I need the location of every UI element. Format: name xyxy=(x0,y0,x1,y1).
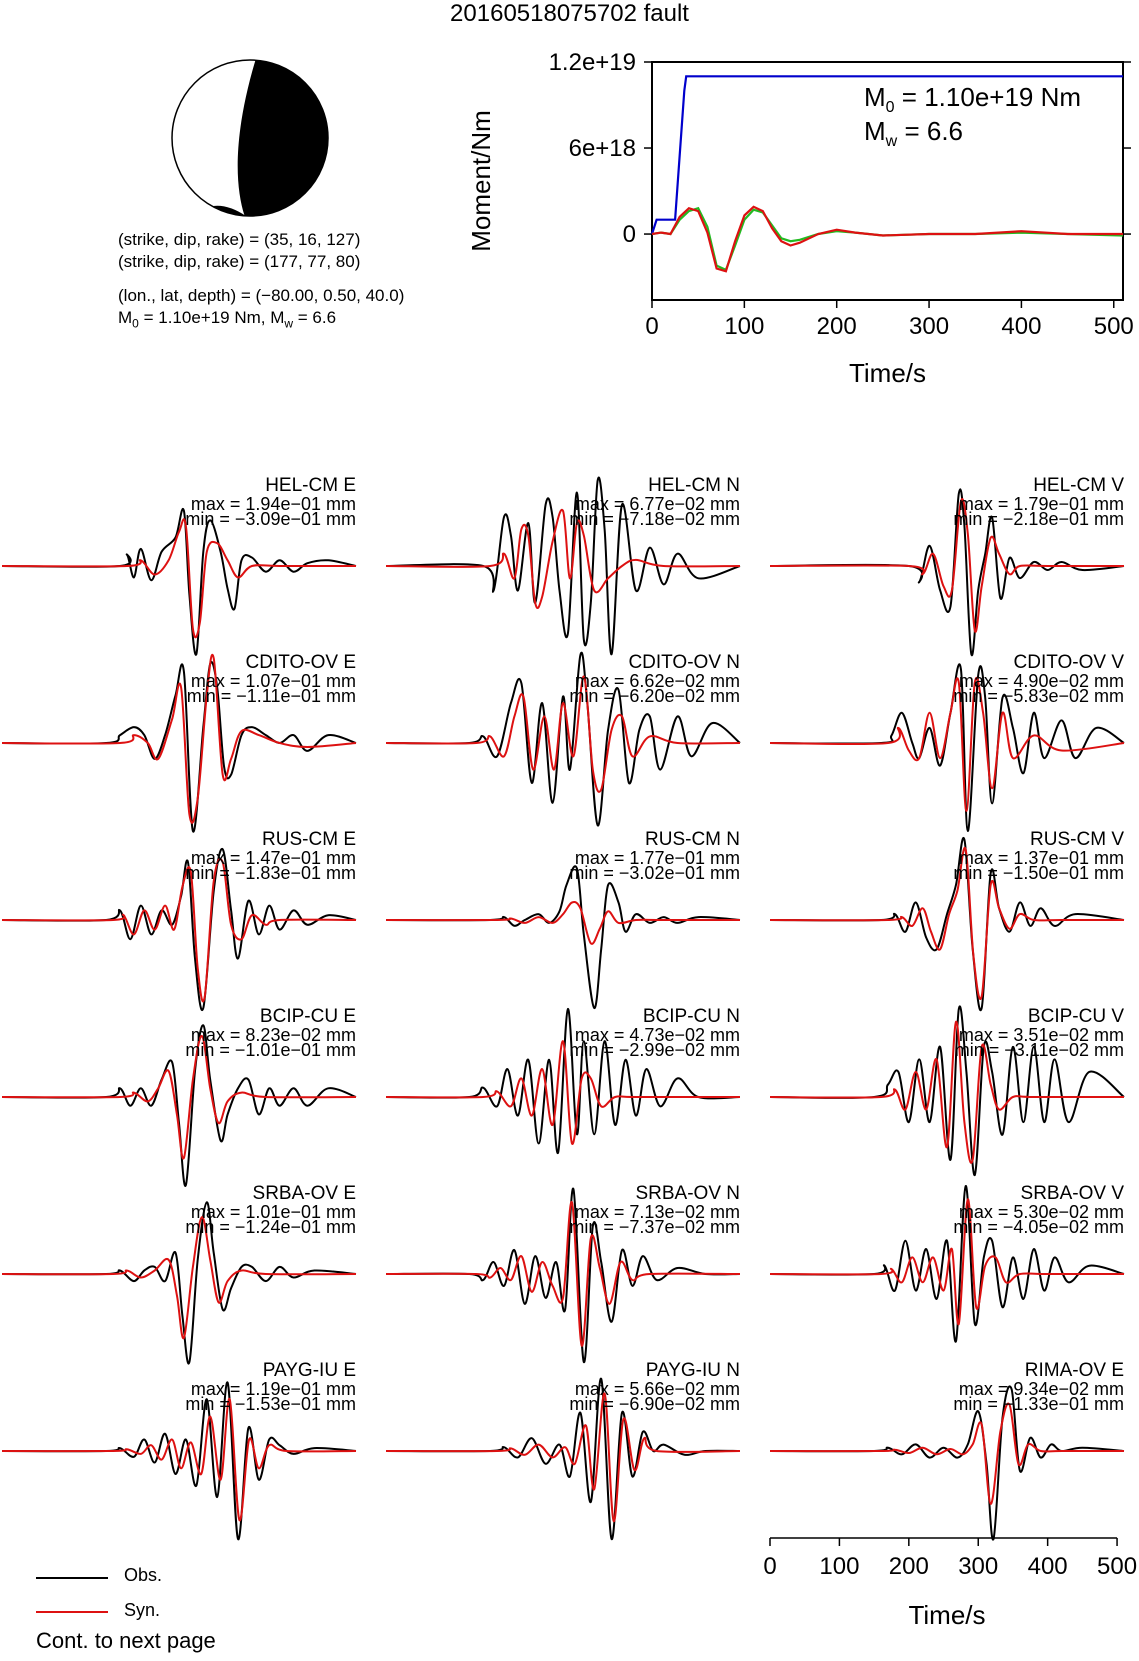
x-axis-label: Time/s xyxy=(848,358,927,388)
trace-min: min = −3.02e−01 mm xyxy=(569,863,740,883)
annot-mw-prefix: M xyxy=(864,116,886,146)
trace-max: max = 5.66e−02 mm xyxy=(574,1379,740,1399)
trace-min: min = −3.11e−02 mm xyxy=(954,1040,1124,1060)
moment-m-sub: 0 xyxy=(132,316,139,331)
station-name: SRBA-OV V xyxy=(1020,1183,1124,1204)
x-tick-label: 200 xyxy=(816,313,857,340)
station-name: CDITO-OV V xyxy=(1013,652,1124,673)
trace-min: min = −1.11e−01 mm xyxy=(186,686,356,706)
trace-max: max = 1.47e−01 mm xyxy=(190,848,356,868)
time-axis-label: Time/s xyxy=(908,1600,986,1630)
synthetic-trace xyxy=(386,902,740,944)
trace-max: max = 3.51e−02 mm xyxy=(958,1025,1124,1045)
page-title: 20160518075702 fault xyxy=(450,0,689,27)
trace-label xyxy=(2,652,356,706)
trace-label xyxy=(2,475,356,529)
trace-min: min = −5.83e−02 mm xyxy=(953,686,1124,706)
trace-label xyxy=(2,1360,356,1414)
x-tick-label: 500 xyxy=(1093,313,1134,340)
station-name: SRBA-OV E xyxy=(252,1183,356,1204)
trace-min: min = −1.01e−01 mm xyxy=(185,1040,356,1060)
station-name: HEL-CM N xyxy=(648,475,740,496)
trace-min: min = −1.83e−01 mm xyxy=(185,863,356,883)
time-axis-tick-label: 400 xyxy=(1027,1553,1068,1580)
station-name: PAYG-IU N xyxy=(645,1360,740,1381)
y-tick-label: 6e+18 xyxy=(568,135,636,163)
station-name: SRBA-OV N xyxy=(635,1183,740,1204)
trace-min: min = −3.09e−01 mm xyxy=(185,509,356,529)
station-name: BCIP-CU V xyxy=(1027,1006,1124,1027)
y-tick-label: 1.2e+19 xyxy=(548,49,636,76)
beachball-diagram xyxy=(168,56,332,220)
legend-obs-label: Obs. xyxy=(124,1565,163,1585)
trace-label xyxy=(770,1006,1124,1060)
waveform-grid xyxy=(0,470,1139,1661)
station-name: HEL-CM V xyxy=(1033,475,1124,496)
x-tick-label: 300 xyxy=(909,313,950,340)
trace-label xyxy=(770,1360,1124,1414)
legend-obs-line xyxy=(36,1577,108,1579)
legend-syn-line xyxy=(36,1611,108,1613)
trace-panel xyxy=(2,509,356,655)
mw-sub: w xyxy=(284,316,294,331)
trace-label xyxy=(386,829,740,883)
time-axis-tick-label: 100 xyxy=(819,1553,860,1580)
station-name: RUS-CM N xyxy=(645,829,740,850)
station-name: BCIP-CU E xyxy=(259,1006,356,1027)
trace-label xyxy=(770,652,1124,706)
moment-series-2 xyxy=(652,207,1123,271)
moment-chart-m0-annotation xyxy=(864,82,1081,117)
trace-label xyxy=(386,1360,740,1414)
trace-min: min = −1.24e−01 mm xyxy=(185,1217,356,1237)
trace-max: max = 9.34e−02 mm xyxy=(958,1379,1124,1399)
time-axis-tick-label: 300 xyxy=(958,1553,999,1580)
time-axis-tick-label: 200 xyxy=(888,1553,929,1580)
nodal-plane-1: (strike, dip, rake) = (35, 16, 127) xyxy=(118,230,361,249)
trace-max: max = 6.62e−02 mm xyxy=(574,671,740,691)
trace-min: min = −1.53e−01 mm xyxy=(185,1394,356,1414)
trace-max: max = 1.37e−01 mm xyxy=(958,848,1124,868)
trace-min: min = −1.50e−01 mm xyxy=(953,863,1124,883)
trace-label xyxy=(770,475,1124,529)
station-name: HEL-CM E xyxy=(265,475,356,496)
trace-label xyxy=(386,1183,740,1237)
trace-label xyxy=(386,1006,740,1060)
trace-label xyxy=(386,475,740,529)
trace-max: max = 8.23e−02 mm xyxy=(190,1025,356,1045)
moment-series-1 xyxy=(652,208,1123,270)
station-name: RUS-CM V xyxy=(1030,829,1124,850)
station-name: PAYG-IU E xyxy=(262,1360,356,1381)
synthetic-trace xyxy=(770,1404,1124,1504)
annot-mw-value: = 6.6 xyxy=(897,116,964,146)
trace-min: min = −6.20e−02 mm xyxy=(569,686,740,706)
mw-value: = 6.6 xyxy=(293,308,337,327)
station-name: RIMA-OV E xyxy=(1024,1360,1124,1381)
trace-min: min = −2.99e−02 mm xyxy=(569,1040,740,1060)
trace-label xyxy=(2,829,356,883)
legend-syn-label: Syn. xyxy=(124,1600,161,1620)
trace-label xyxy=(2,1006,356,1060)
trace-min: min = −7.18e−02 mm xyxy=(569,509,740,529)
trace-min: min = −1.33e−01 mm xyxy=(953,1394,1124,1414)
trace-max: max = 1.79e−01 mm xyxy=(958,494,1124,514)
station-name: RUS-CM E xyxy=(262,829,356,850)
moment-summary xyxy=(118,308,336,333)
x-tick-label: 400 xyxy=(1001,313,1042,340)
trace-max: max = 1.77e−01 mm xyxy=(574,848,740,868)
trace-label xyxy=(2,1183,356,1237)
trace-max: max = 1.19e−01 mm xyxy=(190,1379,356,1399)
moment-value: = 1.10e+19 Nm, M xyxy=(138,308,285,327)
trace-max: max = 4.90e−02 mm xyxy=(958,671,1124,691)
trace-max: max = 5.30e−02 mm xyxy=(958,1202,1124,1222)
annot-m0-sub: 0 xyxy=(885,99,895,117)
trace-min: min = −7.37e−02 mm xyxy=(569,1217,740,1237)
trace-label xyxy=(770,1183,1124,1237)
trace-panel xyxy=(386,863,740,1008)
y-tick-label: 0 xyxy=(622,221,636,249)
station-name: CDITO-OV E xyxy=(245,652,356,673)
continuation-note: Cont. to next page xyxy=(36,1628,216,1653)
trace-max: max = 1.01e−01 mm xyxy=(190,1202,356,1222)
trace-max: max = 6.77e−02 mm xyxy=(574,494,740,514)
trace-max: max = 1.07e−01 mm xyxy=(190,671,356,691)
x-tick-label: 0 xyxy=(645,313,659,340)
station-name: BCIP-CU N xyxy=(642,1006,740,1027)
trace-max: max = 7.13e−02 mm xyxy=(574,1202,740,1222)
nodal-plane-2: (strike, dip, rake) = (177, 77, 80) xyxy=(118,252,361,271)
trace-max: max = 4.73e−02 mm xyxy=(574,1025,740,1045)
x-tick-label: 100 xyxy=(724,313,765,340)
moment-chart-mw-annotation xyxy=(864,116,963,151)
trace-min: min = −2.18e−01 mm xyxy=(953,509,1124,529)
trace-label xyxy=(770,829,1124,883)
time-axis-tick-label: 500 xyxy=(1097,1553,1138,1580)
annot-mw-sub: w xyxy=(885,133,898,151)
trace-min: min = −4.05e−02 mm xyxy=(953,1217,1124,1237)
trace-label xyxy=(386,652,740,706)
time-axis-tick-label: 0 xyxy=(763,1553,777,1580)
moment-m-label: M xyxy=(118,308,133,327)
y-axis-label: Moment/Nm xyxy=(466,110,496,252)
synthetic-trace xyxy=(2,519,356,637)
synthetic-trace xyxy=(2,1394,356,1521)
annot-m0-value: = 1.10e+19 Nm xyxy=(894,82,1082,112)
observed-trace xyxy=(386,863,740,1008)
annot-m0-prefix: M xyxy=(864,82,886,112)
source-location: (lon., lat, depth) = (−80.00, 0.50, 40.0) xyxy=(118,286,405,305)
trace-min: min = −6.90e−02 mm xyxy=(569,1394,740,1414)
trace-max: max = 1.94e−01 mm xyxy=(190,494,356,514)
station-name: CDITO-OV N xyxy=(628,652,740,673)
